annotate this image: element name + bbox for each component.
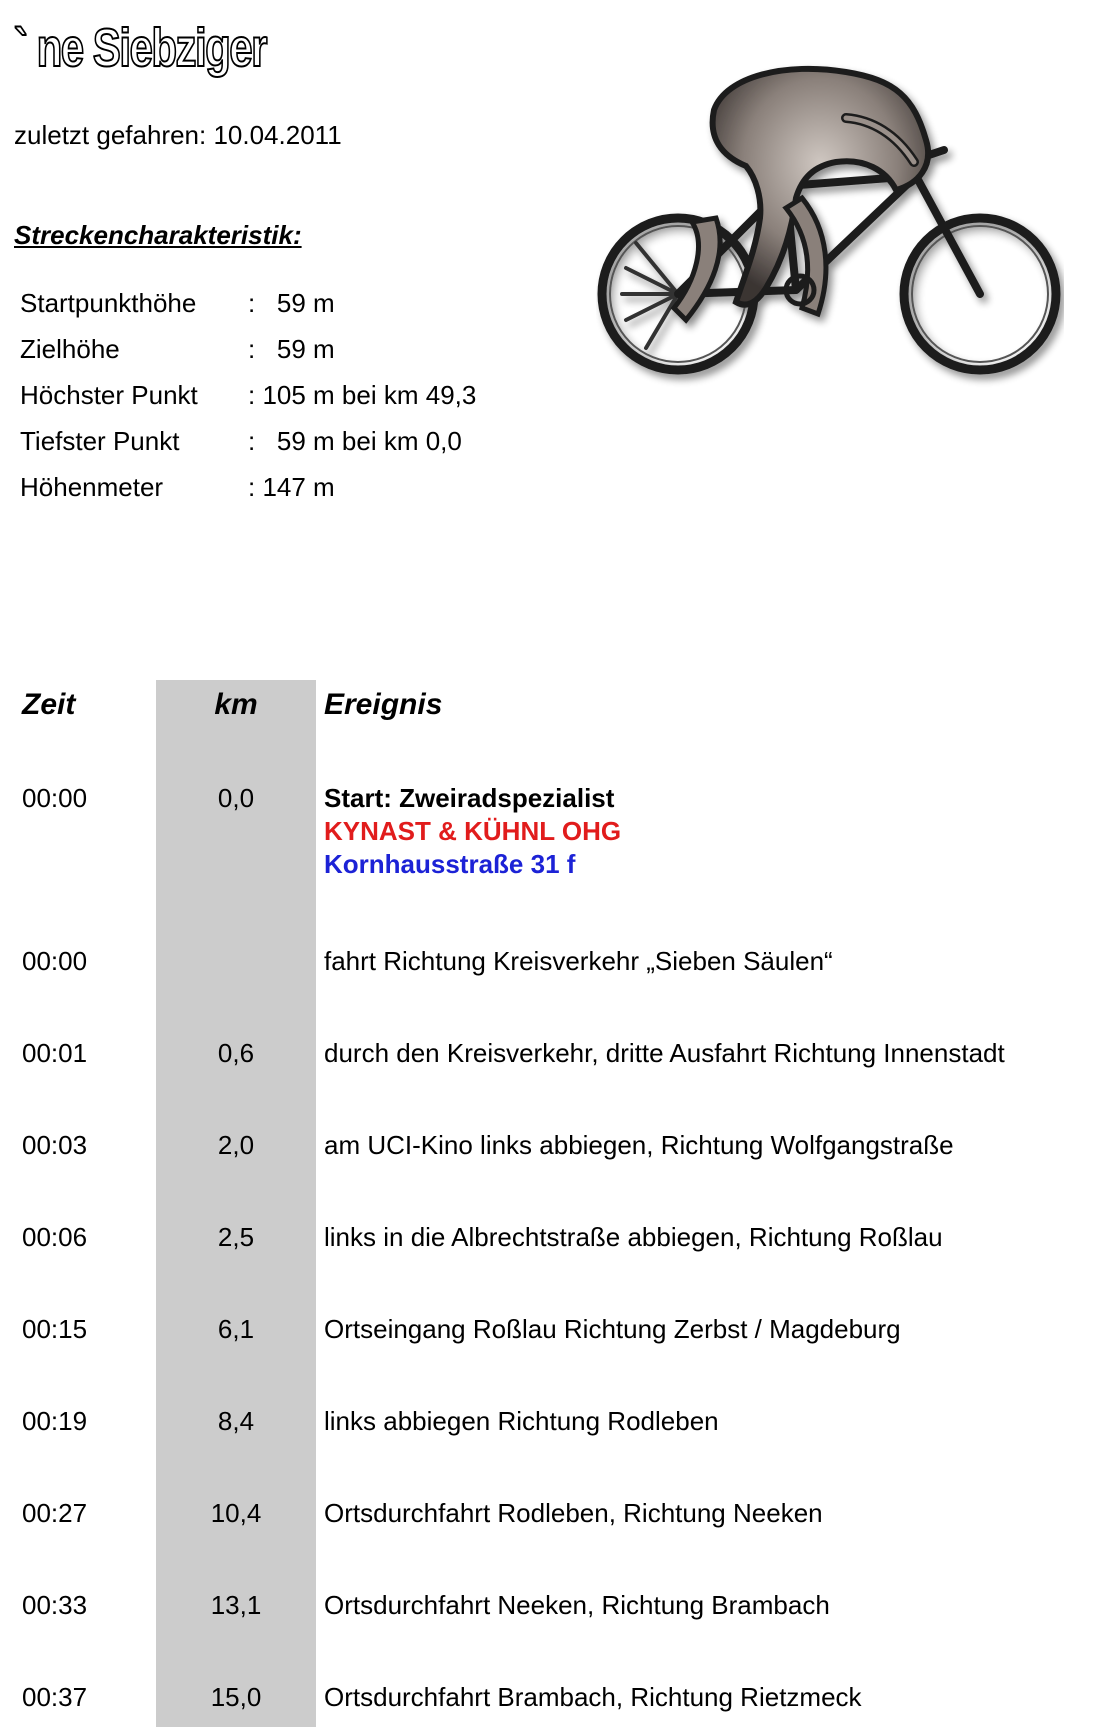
page-title: ` ne Siebziger	[14, 18, 267, 78]
cell-km: 6,1	[217, 1314, 255, 1344]
last-ridden-date: zuletzt gefahren: 10.04.2011	[14, 120, 342, 150]
cell-time: 00:00	[22, 946, 88, 976]
cell-km: 2,5	[217, 1222, 255, 1252]
cell-event: fahrt Richtung Kreisverkehr „Sieben Säulen“	[324, 946, 833, 976]
cell-event: links in die Albrechtstraße abbiegen, Richtung Roßlau	[324, 1222, 943, 1252]
cell-time: 00:03	[22, 1130, 88, 1160]
cyclist-logo-icon	[596, 58, 1064, 398]
cell-time: 00:06	[22, 1222, 88, 1252]
cell-time: 00:19	[22, 1406, 88, 1436]
cell-km: 0,0	[217, 783, 255, 813]
cell-event: am UCI-Kino links abbiegen, Richtung Wolfgangstraße	[324, 1130, 954, 1160]
cell-event: Ortsdurchfahrt Neeken, Richtung Brambach	[324, 1590, 830, 1620]
cell-event: Ortsdurchfahrt Brambach, Richtung Rietzmeck	[324, 1682, 862, 1712]
header-event: Ereignis	[324, 688, 443, 721]
cell-event: links abbiegen Richtung Rodleben	[324, 1406, 719, 1436]
cell-time: 00:27	[22, 1498, 88, 1528]
header-km: km	[214, 688, 258, 721]
stat-value: : 59 m bei km 0,0	[248, 426, 462, 456]
stat-label: Tiefster Punkt	[20, 426, 180, 456]
cell-km: 10,4	[210, 1498, 262, 1528]
stat-value: : 59 m	[248, 288, 335, 318]
section-heading-characteristics: Streckencharakteristik:	[14, 220, 302, 250]
stat-label: Höhenmeter	[20, 472, 164, 502]
cell-time: 00:33	[22, 1590, 88, 1620]
cell-km: 13,1	[210, 1590, 262, 1620]
stat-value: : 59 m	[248, 334, 335, 364]
stat-label: Höchster Punkt	[20, 380, 198, 410]
cell-event: Ortseingang Roßlau Richtung Zerbst / Magdeburg	[324, 1314, 901, 1344]
cell-time: 00:37	[22, 1682, 88, 1712]
cell-km: 2,0	[217, 1130, 255, 1160]
cell-event: Ortsdurchfahrt Rodleben, Richtung Neeken	[324, 1498, 823, 1528]
cell-km: 0,6	[217, 1038, 255, 1068]
company-address: Kornhausstraße 31 f	[324, 849, 576, 879]
cell-time: 00:00	[22, 783, 88, 813]
stat-value: : 105 m bei km 49,3	[248, 380, 477, 410]
cell-km: 8,4	[217, 1406, 255, 1436]
company-name: KYNAST & KÜHNL OHG	[324, 816, 622, 846]
cell-time: 00:15	[22, 1314, 88, 1344]
cell-event: durch den Kreisverkehr, dritte Ausfahrt Richtung Innenstadt	[324, 1038, 1005, 1068]
km-column-band	[156, 680, 316, 1727]
header-time: Zeit	[22, 688, 76, 721]
stat-label: Zielhöhe	[20, 334, 120, 364]
cell-event	[324, 782, 621, 881]
cell-time: 00:01	[22, 1038, 88, 1068]
stat-label: Startpunkthöhe	[20, 288, 197, 318]
stat-value: : 147 m	[248, 472, 335, 502]
start-label: Start: Zweiradspezialist	[324, 783, 615, 813]
cell-km: 15,0	[210, 1682, 262, 1712]
